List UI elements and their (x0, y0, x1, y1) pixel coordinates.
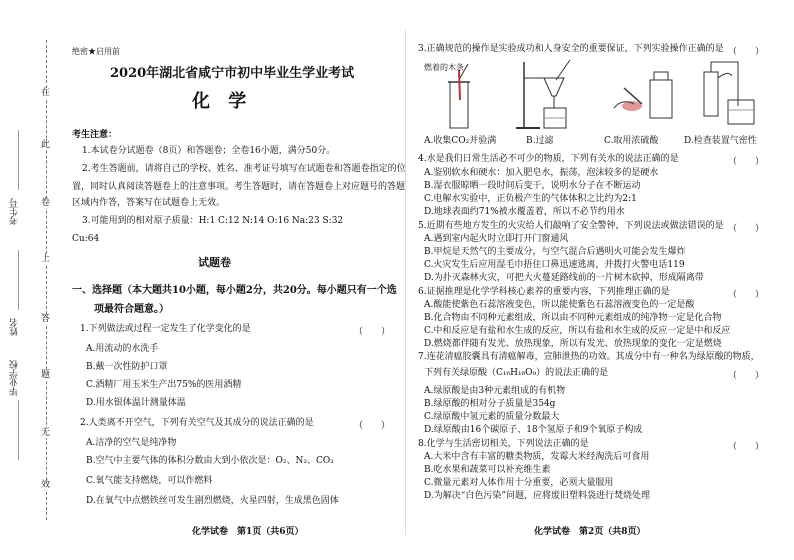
option: B.湿衣服晾晒一段时间后变干，说明水分子在不断运动 (424, 181, 641, 191)
question-stem: 3.正确规范的操作是实验成功和人身安全的重要保证，下列实验操作正确的是 (418, 44, 724, 54)
option: B.空气中主要气体的体积分数由大到小依次是：O₂、N₂、CO₂ (86, 456, 334, 466)
part-heading: 一、选择题（本大题共10小题，每小题2分，共20分。每小题只有一个选 (72, 285, 397, 296)
answer-bracket: （ ） (728, 442, 765, 452)
option: D.为解决“白色污染”问题，应将废旧塑料袋进行焚烧处理 (424, 491, 650, 501)
option: C.微量元素对人体作用十分重要，必须大量服用 (424, 478, 614, 488)
question-stem: 下列有关绿原酸（C₁₆H₁₈O₉）的说法正确的是 (424, 368, 609, 378)
notice-line: 1.本试卷分试题卷（8页）和答题卷；全卷16小题，满分50分。 (82, 146, 336, 156)
binding-char: 上 (41, 254, 51, 264)
option: D.地球表面约71%被水覆盖着，所以不必节约用水 (424, 207, 625, 217)
binding-dashed-line (46, 40, 47, 520)
option: D.检查装置气密性 (684, 136, 757, 146)
option: C.中和反应是有盐和水生成的反应，所以有盐和水生成的反应一定是中和反应 (424, 326, 731, 336)
binding-char: 题 (41, 370, 51, 380)
student-id-line (18, 130, 19, 190)
option: B.甲烷是天然气的主要成分，与空气混合后遇明火可能会发生爆炸 (424, 247, 686, 257)
question-stem: 1.下列做法或过程一定发生了化学变化的是 (80, 324, 251, 334)
option: D.用水银体温计测量体温 (86, 398, 186, 408)
option: B.吃水果和蔬菜可以补充维生素 (424, 465, 551, 475)
student-id-label: 考生号 (10, 198, 20, 225)
name-line (18, 250, 19, 310)
option: A.洁净的空气是纯净物 (86, 438, 177, 448)
page-footer: 化学试卷 第2页（共8页） (534, 527, 646, 537)
option: A.绿原酸是由3种元素组成的有机物 (424, 386, 566, 396)
option: C.绿原酸中氢元素的质量分数最大 (424, 412, 560, 422)
question-stem: 4.水是我们日常生活必不可少的物质，下列有关水的说法正确的是 (418, 154, 679, 164)
option: C.氧气能支持燃烧，可以作燃料 (86, 476, 213, 486)
binding-char: 在 (41, 88, 51, 98)
exam-page-2 (418, 0, 778, 560)
exam-title: 2020年湖北省咸宁市初中毕业生学业考试 (110, 66, 355, 81)
option: D.燃烧都伴随有发光、放热现象，所以有发光、放热现象的变化一定是燃烧 (424, 339, 722, 349)
part-heading: 项最符合题意。） (94, 304, 169, 315)
burning-stick-label: 燃着的木条 (424, 63, 464, 72)
question-stem: 5.近期有些地方发生的火灾给人们敲响了安全警钟，下列说法或做法错误的是 (418, 221, 724, 231)
question-stem: 6.证据推理是化学学科核心素养的重要内容，下列推理正确的是 (418, 287, 670, 297)
option: B.过滤 (526, 136, 554, 146)
answer-bracket: （ ） (728, 290, 765, 300)
answer-bracket: （ ） (728, 157, 765, 167)
option: A.收集CO₂并验满 (424, 136, 497, 146)
airtightness-figure (698, 56, 768, 132)
answer-bracket: （ ） (354, 327, 391, 337)
option: D.绿原酸由16个碳原子、18个氢原子和9个氧原子构成 (424, 425, 643, 435)
binding-char: 无 (41, 428, 51, 438)
answer-bracket: （ ） (728, 371, 765, 381)
notice-line: 2.考生答题前，请将自己的学校、姓名、准考证号填写在试题卷和答题卷指定的位 (82, 164, 406, 174)
binding-char: 答 (41, 314, 51, 324)
option: A.遇到室内起火时立即打开门窗通风 (424, 234, 569, 244)
page-footer: 化学试卷 第1页（共6页） (192, 527, 304, 537)
page-divider (405, 30, 406, 535)
sulfuric-acid-figure (604, 58, 684, 128)
exam-page-1 (72, 0, 406, 560)
notice-line: 区域内作答，答案写在试题卷上无效。 (72, 198, 226, 208)
notice-heading: 考生注意： (72, 130, 118, 140)
notice-line: Cu:64 (72, 234, 100, 244)
section-title: 试题卷 (198, 256, 231, 269)
question-stem: 7.连花清瘟胶囊具有清瘟解毒，宣肺泄热的功效。其成分中有一种名为绿原酸的物质， (418, 352, 760, 362)
subject-title: 化 学 (192, 91, 253, 112)
question-stem: 2.人类离不开空气，下列有关空气及其成分的说法正确的是 (80, 418, 314, 428)
option: B.绿原酸的相对分子质量是354g (424, 399, 556, 409)
option: A.用流动的水洗手 (86, 344, 159, 354)
binding-margin (0, 0, 70, 560)
option: A.酸能使紫色石蕊溶液变色，所以能使紫色石蕊溶液变色的一定是酸 (424, 300, 695, 310)
notice-line: 置，同时认真阅读答题卷上的注意事项。考生答题时，请在答题卷上对应题号的答题 (72, 182, 406, 192)
option: C.火灾发生后应用湿毛巾捂住口鼻迅速逃离，并拨打火警电话119 (424, 260, 685, 270)
school-line (18, 400, 19, 460)
option: C.酒精厂用玉米生产出75%的医用酒精 (86, 380, 242, 390)
option: C.取用浓硫酸 (604, 136, 659, 146)
answer-bracket: （ ） (354, 421, 391, 431)
binding-char: 效 (41, 480, 51, 490)
option: D.在氧气中点燃铁丝可发生剧烈燃烧，火星四射，生成黑色固体 (86, 496, 339, 506)
filtration-figure (514, 56, 584, 132)
option: B.化合物由不同种元素组成，所以由不同种元素组成的纯净物一定是化合物 (424, 313, 722, 323)
answer-bracket: （ ） (728, 47, 765, 57)
binding-char: 卷 (41, 198, 51, 208)
question-stem: 8.化学与生活密切相关，下列说法正确的是 (418, 439, 589, 449)
binding-char: 此 (41, 140, 51, 150)
option: B.戴一次性防护口罩 (86, 362, 168, 372)
answer-bracket: （ ） (728, 224, 765, 234)
option: D.为扑灭森林火灾，可把大火蔓延路线前的一片树木砍掉，形成隔离带 (424, 273, 704, 283)
notice-line: 3.可能用到的相对原子质量：H:1 C:12 N:14 O:16 Na:23 S:32 (82, 216, 344, 226)
name-label: 姓名 (10, 318, 20, 336)
school-label: 毕业学校 (10, 360, 20, 396)
confidential-mark: 绝密★启用前 (72, 47, 120, 56)
option: C.电解水实验中，正负极产生的气体体积之比约为2:1 (424, 194, 637, 204)
option: A.鉴别软水和硬水：加入肥皂水，振荡，泡沫较多的是硬水 (424, 168, 659, 178)
option: A.大米中含有丰富的糖类物质，发霉大米经淘洗后可食用 (424, 452, 650, 462)
